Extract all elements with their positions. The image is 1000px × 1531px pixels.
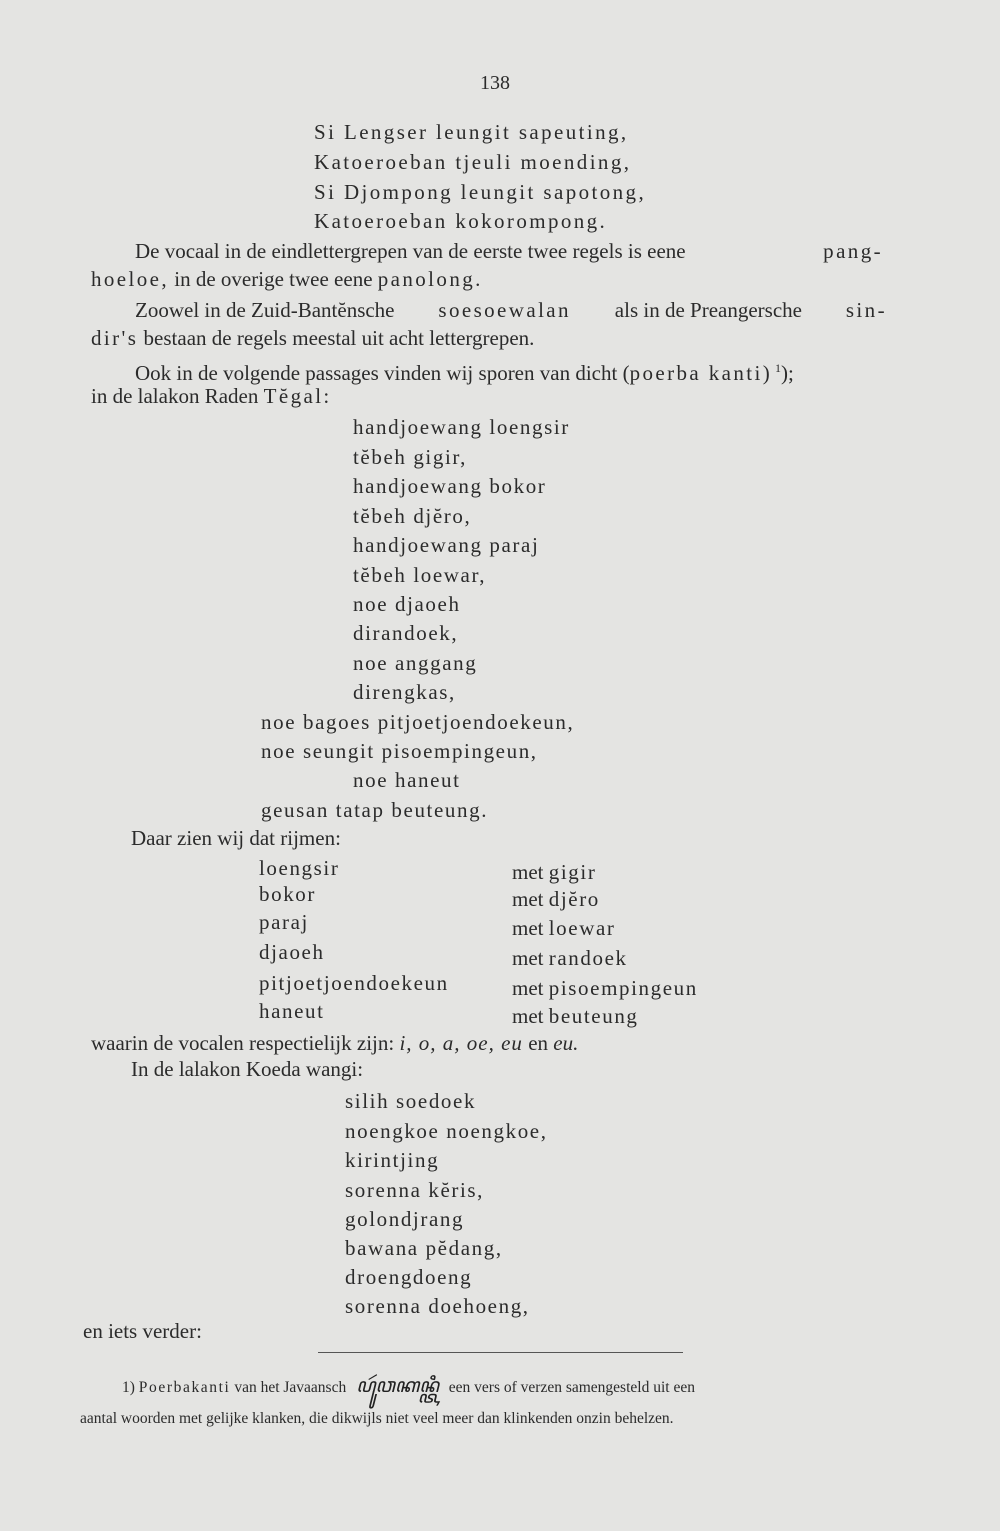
footnote-ref: 1 [775,361,781,375]
para1-line1 [135,238,883,264]
poem2-line: noe djaoeh [353,592,461,616]
poem2-line: noe haneut [353,768,461,792]
poem2-line: direngkas, [353,680,456,704]
rhyme-right [512,915,616,941]
poem3-line: noengkoe noengkoe, [345,1119,548,1143]
para3-text: in de lalakon Raden [91,384,259,408]
poem2-line: handjoewang loengsir [353,415,570,439]
rhyme-left: bokor [259,882,316,906]
footnote-line2: aantal woorden met gelijke klanken, die dikwijls niet veel meer dan klinkenden onzin behelzen. [80,1410,674,1427]
rhyme-right [512,886,600,912]
term-tegal: Tĕgal: [263,384,332,408]
rhyme-left: haneut [259,999,325,1023]
rhyme-word: randoek [548,946,628,970]
poem2-line: tĕbeh djĕro, [353,504,472,528]
rhyme-met: met [512,976,544,1000]
poem3-line: silih soedoek [345,1089,477,1113]
footnote-term: Poerbakanti [138,1379,231,1396]
footnote-rule [318,1352,683,1353]
para2-line2 [91,325,534,351]
rhyme-word: loewar [548,916,616,940]
poem3-line: sorenna doehoeng, [345,1294,530,1318]
para1-text: De vocaal in de eindlettergrepen van de eerste twee regels is eene [135,239,686,263]
term-sindir: sin- [845,298,887,322]
rhyme-word: beuteung [548,1004,639,1028]
footnote-marker: 1) [122,1379,135,1396]
para2-text: bestaan de regels meestal uit acht lettergrepen. [143,326,535,350]
footnote-text: een vers of verzen samengesteld uit een [448,1379,695,1396]
rhyme-met: met [512,887,544,911]
footnote-text: van het Javaansch [234,1379,347,1396]
rhyme-word: djĕro [548,887,600,911]
paren: ) [762,361,770,385]
rhyme-left: djaoeh [259,940,325,964]
poem2-line: dirandoek, [353,621,459,645]
para3-text: Ook in de volgende passages vinden wij sporen van dicht ( [135,361,630,385]
rhyme-left: paraj [259,910,309,934]
lalakon2-intro: In de lalakon Koeda wangi: [131,1057,364,1081]
vowels-list: i, o, a, oe, eu [399,1031,523,1055]
poem1-line: Si Djompong leungit sapotong, [314,180,647,204]
rhyme-right [512,1003,639,1029]
rhyme-met: met [512,916,544,940]
para3-line1 [135,355,794,386]
poem2-line: handjoewang bokor [353,474,547,498]
rhyme-met: met [512,1004,544,1028]
rhyme-met: met [512,860,544,884]
para2-text: als in de Preangersche [614,298,802,322]
poem1-line: Katoeroeban kokorompong. [314,209,608,233]
page-number: 138 [480,72,510,94]
poem3-line: sorenna kĕris, [345,1178,485,1202]
footnote-line1 [122,1376,695,1398]
rhyme-right [512,975,698,1001]
poem2-line: noe seungit pisoempingeun, [261,739,538,763]
closing-line: en iets verder: [83,1319,202,1343]
para3-line2 [91,383,332,409]
para2-text: Zoowel in de Zuid-Bantĕnsche [135,298,395,322]
poem3-line: bawana pĕdang, [345,1236,503,1260]
vowels-en: en [528,1031,549,1055]
term-panghoeloe: hoeloe, [91,267,170,291]
javanese-script-icon: ꦥꦸꦂꦮꦏꦤ꧀ꦠꦶ [356,1375,439,1397]
poem1-line: Si Lengser leungit sapeuting, [314,120,629,144]
rhyme-left: loengsir [259,856,340,880]
para1-line2 [91,266,483,292]
vowels-text: waarin de vocalen respectielijk zijn: [91,1031,395,1055]
para1-text: in de overige twee eene [174,267,373,291]
vowels-line [91,1030,578,1056]
rhyme-right [512,859,596,885]
poem2-line: geusan tatap beuteung. [261,798,489,822]
poem2-line: tĕbeh gigir, [353,445,467,469]
paren-close: ); [781,361,794,385]
para2-line1 [135,297,887,323]
poem3-line: droengdoeng [345,1265,473,1289]
poem2-line: tĕbeh loewar, [353,563,487,587]
poem3-line: golondjrang [345,1207,465,1231]
rhyme-intro: Daar zien wij dat rijmen: [131,826,341,850]
rhyme-right [512,945,628,971]
poem2-line: handjoewang paraj [353,533,540,557]
poem2-line: noe anggang [353,651,478,675]
poem1-line: Katoeroeban tjeuli moending, [314,150,632,174]
term-pang: pang- [823,239,883,263]
term-poerba-kanti: poerba kanti [629,361,763,385]
term-soesoewalan: soesoewalan [438,298,571,322]
rhyme-word: gigir [548,860,597,884]
rhyme-met: met [512,946,544,970]
term-sindirs: dir's [91,326,139,350]
rhyme-left: pitjoetjoendoekeun [259,971,449,995]
poem2-line: noe bagoes pitjoetjoendoekeun, [261,710,575,734]
rhyme-word: pisoempingeun [548,976,698,1000]
term-panolong: panolong. [377,267,483,291]
vowels-last: eu. [553,1031,579,1055]
poem3-line: kirintjing [345,1148,440,1172]
